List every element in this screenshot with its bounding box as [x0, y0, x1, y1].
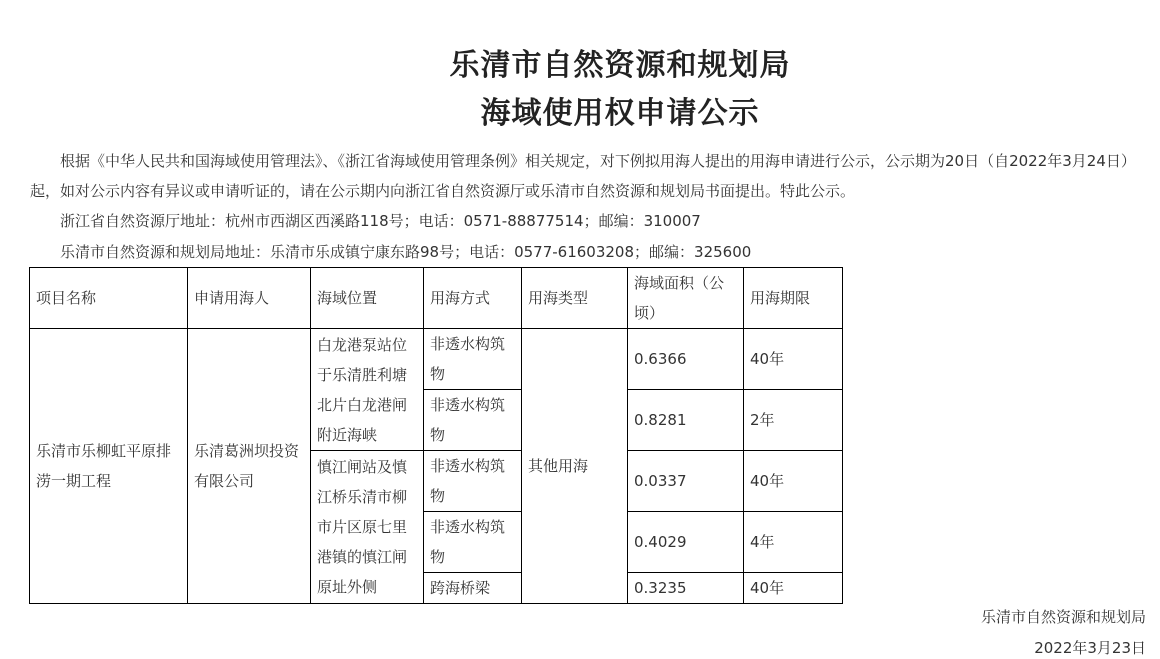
project-name-cell: 乐清市乐柳虹平原排涝一期工程: [30, 329, 188, 604]
use-method-cell: 非透水构筑物: [424, 451, 522, 512]
area-cell: 0.0337: [628, 451, 744, 512]
notice-title-agency: 乐清市自然资源和规划局: [449, 48, 791, 83]
use-method-cell: 跨海桥梁: [424, 573, 522, 604]
header-project-name: 项目名称: [30, 268, 188, 329]
header-use-method: 用海方式: [424, 268, 522, 329]
use-method-cell: 非透水构筑物: [424, 512, 522, 573]
notice-intro-paragraph: 根据《中华人民共和国海域使用管理法》、《浙江省海域使用管理条例》相关规定，对下例拟用海人提出的用海申请进行公示，公示期为20日（自2022年3月24日）起，如对公示内容有异议或申请听证的，请在公示期内向浙江省自然资源厅或乐清市自然资源和规划局书面提出。特此公示。: [30, 152, 1136, 200]
use-method-cell: 非透水构筑物: [424, 390, 522, 451]
signature-date: 2022年3月23日: [1034, 639, 1146, 657]
header-location: 海域位置: [311, 268, 424, 329]
area-cell: 0.6366: [628, 329, 744, 390]
use-type-cell: 其他用海: [522, 329, 628, 604]
term-cell: 40年: [744, 573, 843, 604]
signature-agency: 乐清市自然资源和规划局: [980, 608, 1146, 626]
area-cell: 0.3235: [628, 573, 744, 604]
table-row: [30, 329, 843, 390]
header-applicant: 申请用海人: [188, 268, 311, 329]
table-header-row: [30, 268, 843, 329]
location-cell-a: 白龙港泵站位于乐清胜利塘北片白龙港闸附近海峡: [311, 329, 424, 451]
provincial-office-address: 浙江省自然资源厅地址：杭州市西湖区西溪路118号；电话：0571-88877514；邮编：310007: [60, 212, 701, 230]
area-cell: 0.4029: [628, 512, 744, 573]
use-method-cell: 非透水构筑物: [424, 329, 522, 390]
header-use-type: 用海类型: [522, 268, 628, 329]
term-cell: 40年: [744, 329, 843, 390]
term-cell: 40年: [744, 451, 843, 512]
header-area: 海域面积（公顷）: [628, 268, 744, 329]
area-cell: 0.8281: [628, 390, 744, 451]
term-cell: 2年: [744, 390, 843, 451]
header-term: 用海期限: [744, 268, 843, 329]
location-cell-b: 慎江闸站及慎江桥乐清市柳市片区原七里港镇的慎江闸原址外侧: [311, 451, 424, 604]
notice-title-subject: 海域使用权申请公示: [480, 96, 760, 131]
term-cell: 4年: [744, 512, 843, 573]
sea-use-application-table: [29, 267, 843, 604]
applicant-cell: 乐清葛洲坝投资有限公司: [188, 329, 311, 604]
city-bureau-address: 乐清市自然资源和规划局地址：乐清市乐成镇宁康东路98号；电话：0577-61603208；邮编：325600: [60, 243, 752, 261]
